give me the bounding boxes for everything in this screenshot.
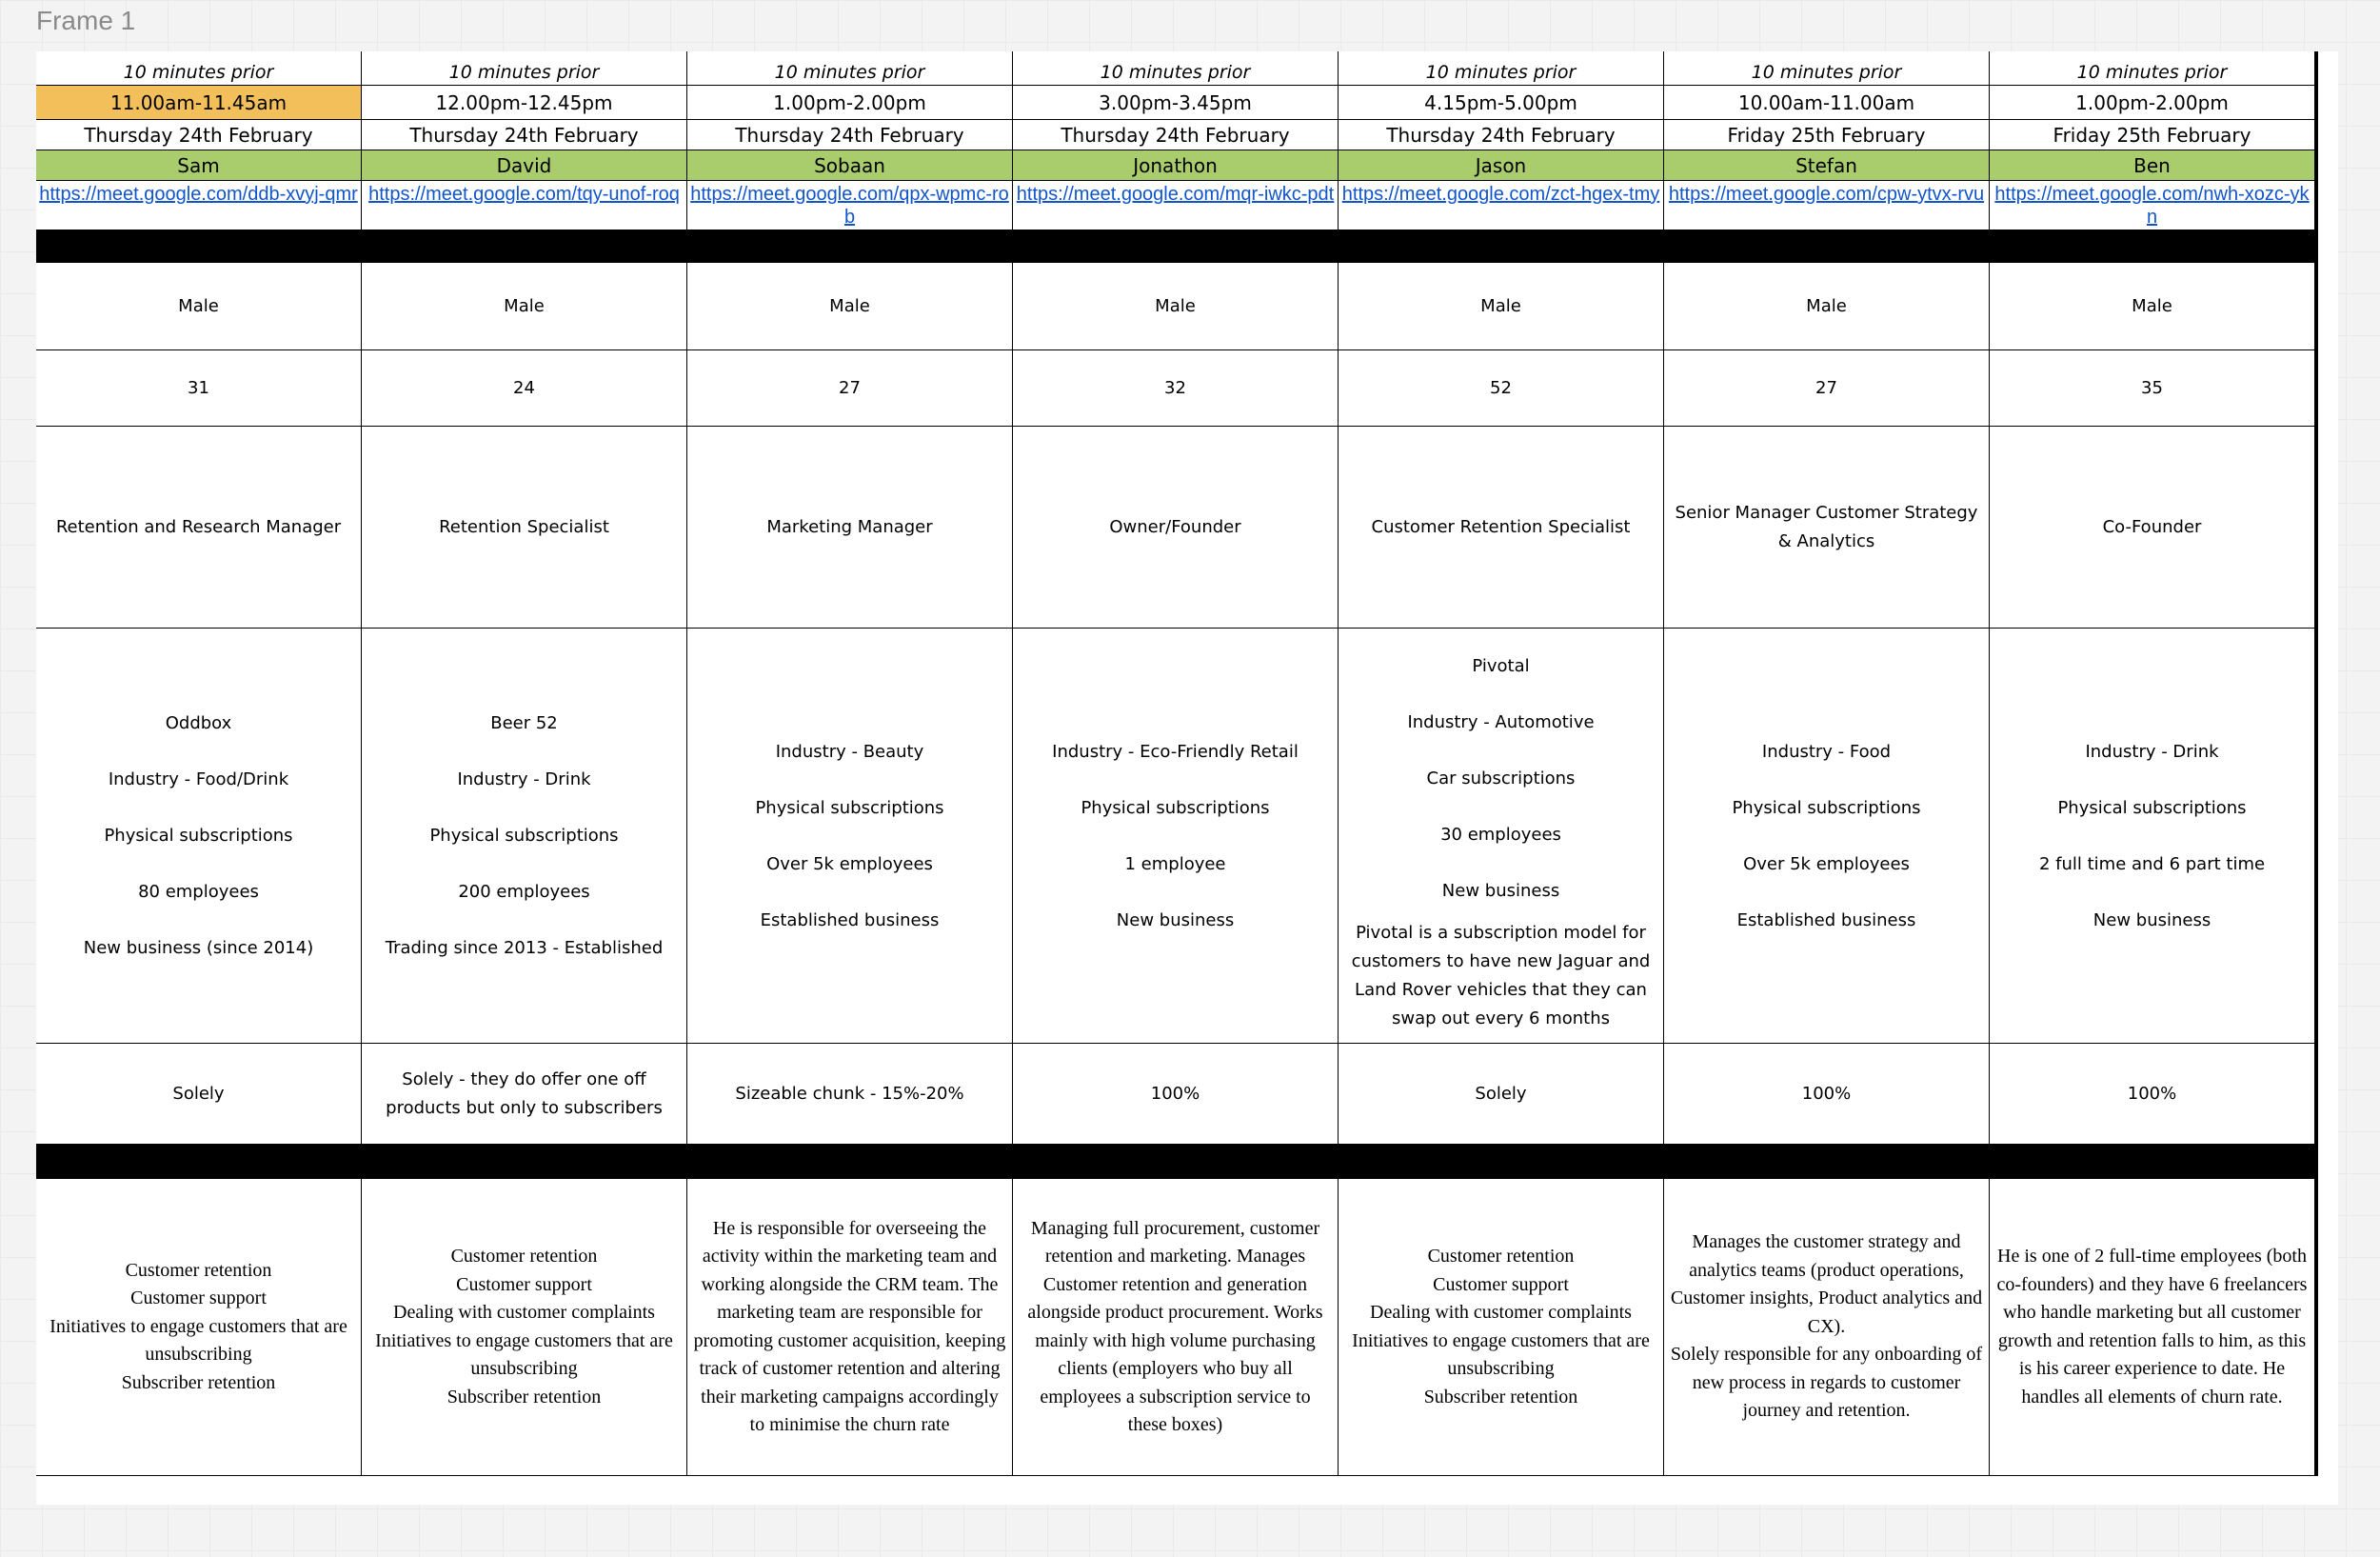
company-cell: [1339, 629, 1664, 1044]
company-detail-line: Trading since 2013 - Established: [385, 938, 664, 958]
reminder-cell: 10 minutes prior: [687, 51, 1013, 86]
interviewee-name-cell: Ben: [1990, 150, 2315, 181]
time-slot-cell: 3.00pm-3.45pm: [1013, 86, 1339, 120]
age-cell: 52: [1339, 350, 1664, 427]
job-title-cell: Retention Specialist: [362, 427, 687, 629]
interviewee-name-cell: Sam: [36, 150, 362, 181]
interviewee-name-cell: Jonathon: [1013, 150, 1339, 181]
role-description-cell: [362, 1179, 687, 1476]
frame-label: Frame 1: [36, 6, 136, 35]
role-line: Subscriber retention: [446, 1386, 602, 1407]
company-detail-line: Pivotal: [1472, 656, 1530, 676]
company-detail-line: 80 employees: [138, 882, 259, 902]
company-detail-line: Industry - Drink: [457, 769, 591, 789]
frame-canvas: [36, 51, 2338, 1505]
role-line: Initiatives to engage customers that are unsubscribing: [1352, 1329, 1650, 1379]
age-cell: 27: [687, 350, 1013, 427]
company-detail-line: Over 5k employees: [766, 853, 933, 874]
time-slot-cell: 1.00pm-2.00pm: [687, 86, 1013, 120]
gender-cell: Male: [1664, 263, 1990, 350]
job-title-cell: Owner/Founder: [1013, 427, 1339, 629]
company-detail-line: New business (since 2014): [83, 938, 314, 958]
date-cell: Thursday 24th February: [687, 120, 1013, 150]
role-line: Manages the customer strategy and analytics teams (product operations, Customer insights, Product analytics and CX).: [1670, 1231, 1983, 1337]
meet-link[interactable]: https://meet.google.com/tqy-unof-roq: [362, 181, 687, 230]
time-slot-cell: 4.15pm-5.00pm: [1339, 86, 1664, 120]
date-cell: Thursday 24th February: [36, 120, 362, 150]
company-cell: [687, 629, 1013, 1044]
company-detail-line: Beer 52: [490, 713, 558, 733]
company-detail-line: Oddbox: [165, 713, 232, 733]
role-line: Initiatives to engage customers that are unsubscribing: [50, 1315, 347, 1366]
company-detail-line: Industry - Food/Drink: [108, 769, 289, 789]
meet-link[interactable]: https://meet.google.com/nwh-xozc-ykn: [1990, 181, 2315, 230]
company-detail-line: Physical subscriptions: [1732, 797, 1921, 818]
gender-cell: Male: [1013, 263, 1339, 350]
company-detail-line: New business: [1441, 881, 1560, 901]
interviewee-name-cell: Sobaan: [687, 150, 1013, 181]
date-cell: Thursday 24th February: [362, 120, 687, 150]
role-line: Customer retention: [450, 1246, 598, 1267]
reminder-cell: 10 minutes prior: [362, 51, 687, 86]
role-line: He is responsible for overseeing the activity within the marketing team and working alongside the CRM team. The marketing team are responsible for promoting customer acquisition, keeping track of customer retention and altering their marketing campaigns accordingly to minimise the churn rate: [693, 1217, 1006, 1435]
role-line: Initiatives to engage customers that are unsubscribing: [375, 1329, 673, 1379]
time-slot-cell[interactable]: 11.00am-11.45am: [36, 86, 362, 120]
company-detail-line: Established business: [760, 909, 940, 930]
company-detail-line: Established business: [1736, 909, 1916, 930]
role-line: Dealing with customer complaints: [1370, 1302, 1632, 1323]
company-detail-line: New business: [1116, 909, 1235, 930]
reminder-cell: 10 minutes prior: [1339, 51, 1664, 86]
subscription-share-cell: Solely: [36, 1044, 362, 1145]
company-detail-line: Physical subscriptions: [104, 826, 293, 846]
date-cell: Thursday 24th February: [1013, 120, 1339, 150]
meet-link[interactable]: https://meet.google.com/cpw-ytvx-rvu: [1664, 181, 1990, 230]
age-cell: 35: [1990, 350, 2315, 427]
time-slot-cell: 1.00pm-2.00pm: [1990, 86, 2315, 120]
company-detail-line: 200 employees: [458, 882, 590, 902]
company-detail-line: New business: [2092, 909, 2211, 930]
gender-cell: Male: [1990, 263, 2315, 350]
date-cell: Friday 25th February: [1990, 120, 2315, 150]
age-cell: 31: [36, 350, 362, 427]
role-description-cell: [687, 1179, 1013, 1476]
role-description-cell: [1990, 1179, 2315, 1476]
age-cell: 32: [1013, 350, 1339, 427]
meet-link[interactable]: https://meet.google.com/zct-hgex-tmy: [1339, 181, 1664, 230]
company-detail-line: Over 5k employees: [1743, 853, 1910, 874]
gender-cell: Male: [362, 263, 687, 350]
company-detail-line: Physical subscriptions: [2057, 797, 2247, 818]
subscription-share-cell: 100%: [1990, 1044, 2315, 1145]
role-line: Customer retention: [1427, 1246, 1575, 1267]
job-title-cell: Co-Founder: [1990, 427, 2315, 629]
date-cell: Thursday 24th February: [1339, 120, 1664, 150]
interviewee-name-cell: Jason: [1339, 150, 1664, 181]
meet-link[interactable]: https://meet.google.com/ddb-xvyj-qmr: [36, 181, 362, 230]
gender-cell: Male: [36, 263, 362, 350]
date-cell: Friday 25th February: [1664, 120, 1990, 150]
company-description: Pivotal is a subscription model for customers to have new Jaguar and Land Rover vehicles that they can swap out every 6 months: [1351, 923, 1651, 1028]
company-detail-line: Physical subscriptions: [1081, 797, 1270, 818]
role-line: Customer support: [1433, 1273, 1569, 1295]
subscription-share-cell: 100%: [1664, 1044, 1990, 1145]
company-detail-line: 1 employee: [1124, 853, 1226, 874]
reminder-cell: 10 minutes prior: [1664, 51, 1990, 86]
reminder-cell: 10 minutes prior: [1990, 51, 2315, 86]
company-detail-line: Industry - Drink: [2085, 741, 2219, 762]
role-description-cell: [1339, 1179, 1664, 1476]
job-title-cell: Marketing Manager: [687, 427, 1013, 629]
company-cell: [1990, 629, 2315, 1044]
company-detail-line: Physical subscriptions: [755, 797, 944, 818]
meet-link[interactable]: https://meet.google.com/qpx-wpmc-rob: [687, 181, 1013, 230]
company-cell: [1013, 629, 1339, 1044]
company-detail-line: Industry - Beauty: [775, 741, 924, 762]
company-detail-line: 2 full time and 6 part time: [2038, 853, 2266, 874]
gender-cell: Male: [1339, 263, 1664, 350]
company-detail-line: Industry - Eco-Friendly Retail: [1052, 741, 1299, 762]
role-line: Dealing with customer complaints: [393, 1302, 655, 1323]
role-description-cell: [1013, 1179, 1339, 1476]
job-title-cell: Customer Retention Specialist: [1339, 427, 1664, 629]
subscription-share-cell: Solely: [1339, 1044, 1664, 1145]
role-line: Managing full procurement, customer retention and marketing. Manages Customer retention and generation alongside product procurement. Works mainly with high volume purchasing clients (employers who buy all employees a subscription service to these boxes): [1027, 1217, 1323, 1435]
company-detail-line: Physical subscriptions: [429, 826, 619, 846]
company-detail-line: Industry - Food: [1761, 741, 1892, 762]
company-cell: [362, 629, 687, 1044]
company-cell: [1664, 629, 1990, 1044]
job-title-cell: Senior Manager Customer Strategy & Analytics: [1664, 427, 1990, 629]
age-cell: 27: [1664, 350, 1990, 427]
role-line: Customer support: [456, 1273, 592, 1295]
time-slot-cell: 12.00pm-12.45pm: [362, 86, 687, 120]
company-detail-line: Industry - Automotive: [1407, 712, 1595, 732]
subscription-share-cell: Solely - they do offer one off products but only to subscribers: [362, 1044, 687, 1145]
role-description-cell: [1664, 1179, 1990, 1476]
time-slot-cell: 10.00am-11.00am: [1664, 86, 1990, 120]
company-detail-line: Car subscriptions: [1426, 769, 1576, 788]
company-cell: [36, 629, 362, 1044]
role-line: Solely responsible for any onboarding of new process in regards to customer journey and retention.: [1670, 1344, 1983, 1422]
job-title-cell: Retention and Research Manager: [36, 427, 362, 629]
meet-link[interactable]: https://meet.google.com/mqr-iwkc-pdt: [1013, 181, 1339, 230]
age-cell: 24: [362, 350, 687, 427]
role-line: Customer support: [130, 1288, 267, 1309]
section-divider: [36, 1145, 2315, 1179]
company-detail-line: 30 employees: [1440, 825, 1561, 845]
interviewee-name-cell: Stefan: [1664, 150, 1990, 181]
interviewee-name-cell: David: [362, 150, 687, 181]
role-line: Subscriber retention: [1423, 1386, 1578, 1407]
subscription-share-cell: Sizeable chunk - 15%-20%: [687, 1044, 1013, 1145]
section-divider: [36, 230, 2315, 263]
role-description-cell: [36, 1179, 362, 1476]
role-line: Customer retention: [125, 1259, 272, 1281]
role-line: Subscriber retention: [121, 1371, 276, 1393]
interview-schedule-table: [36, 51, 2318, 1476]
role-line: He is one of 2 full-time employees (both co-founders) and they have 6 freelancers who handle marketing but all customer growth and retention falls to him, as this is his career experience to date. He handles all elements of churn rate.: [1996, 1246, 2308, 1407]
reminder-cell: 10 minutes prior: [1013, 51, 1339, 86]
reminder-cell: 10 minutes prior: [36, 51, 362, 86]
gender-cell: Male: [687, 263, 1013, 350]
subscription-share-cell: 100%: [1013, 1044, 1339, 1145]
